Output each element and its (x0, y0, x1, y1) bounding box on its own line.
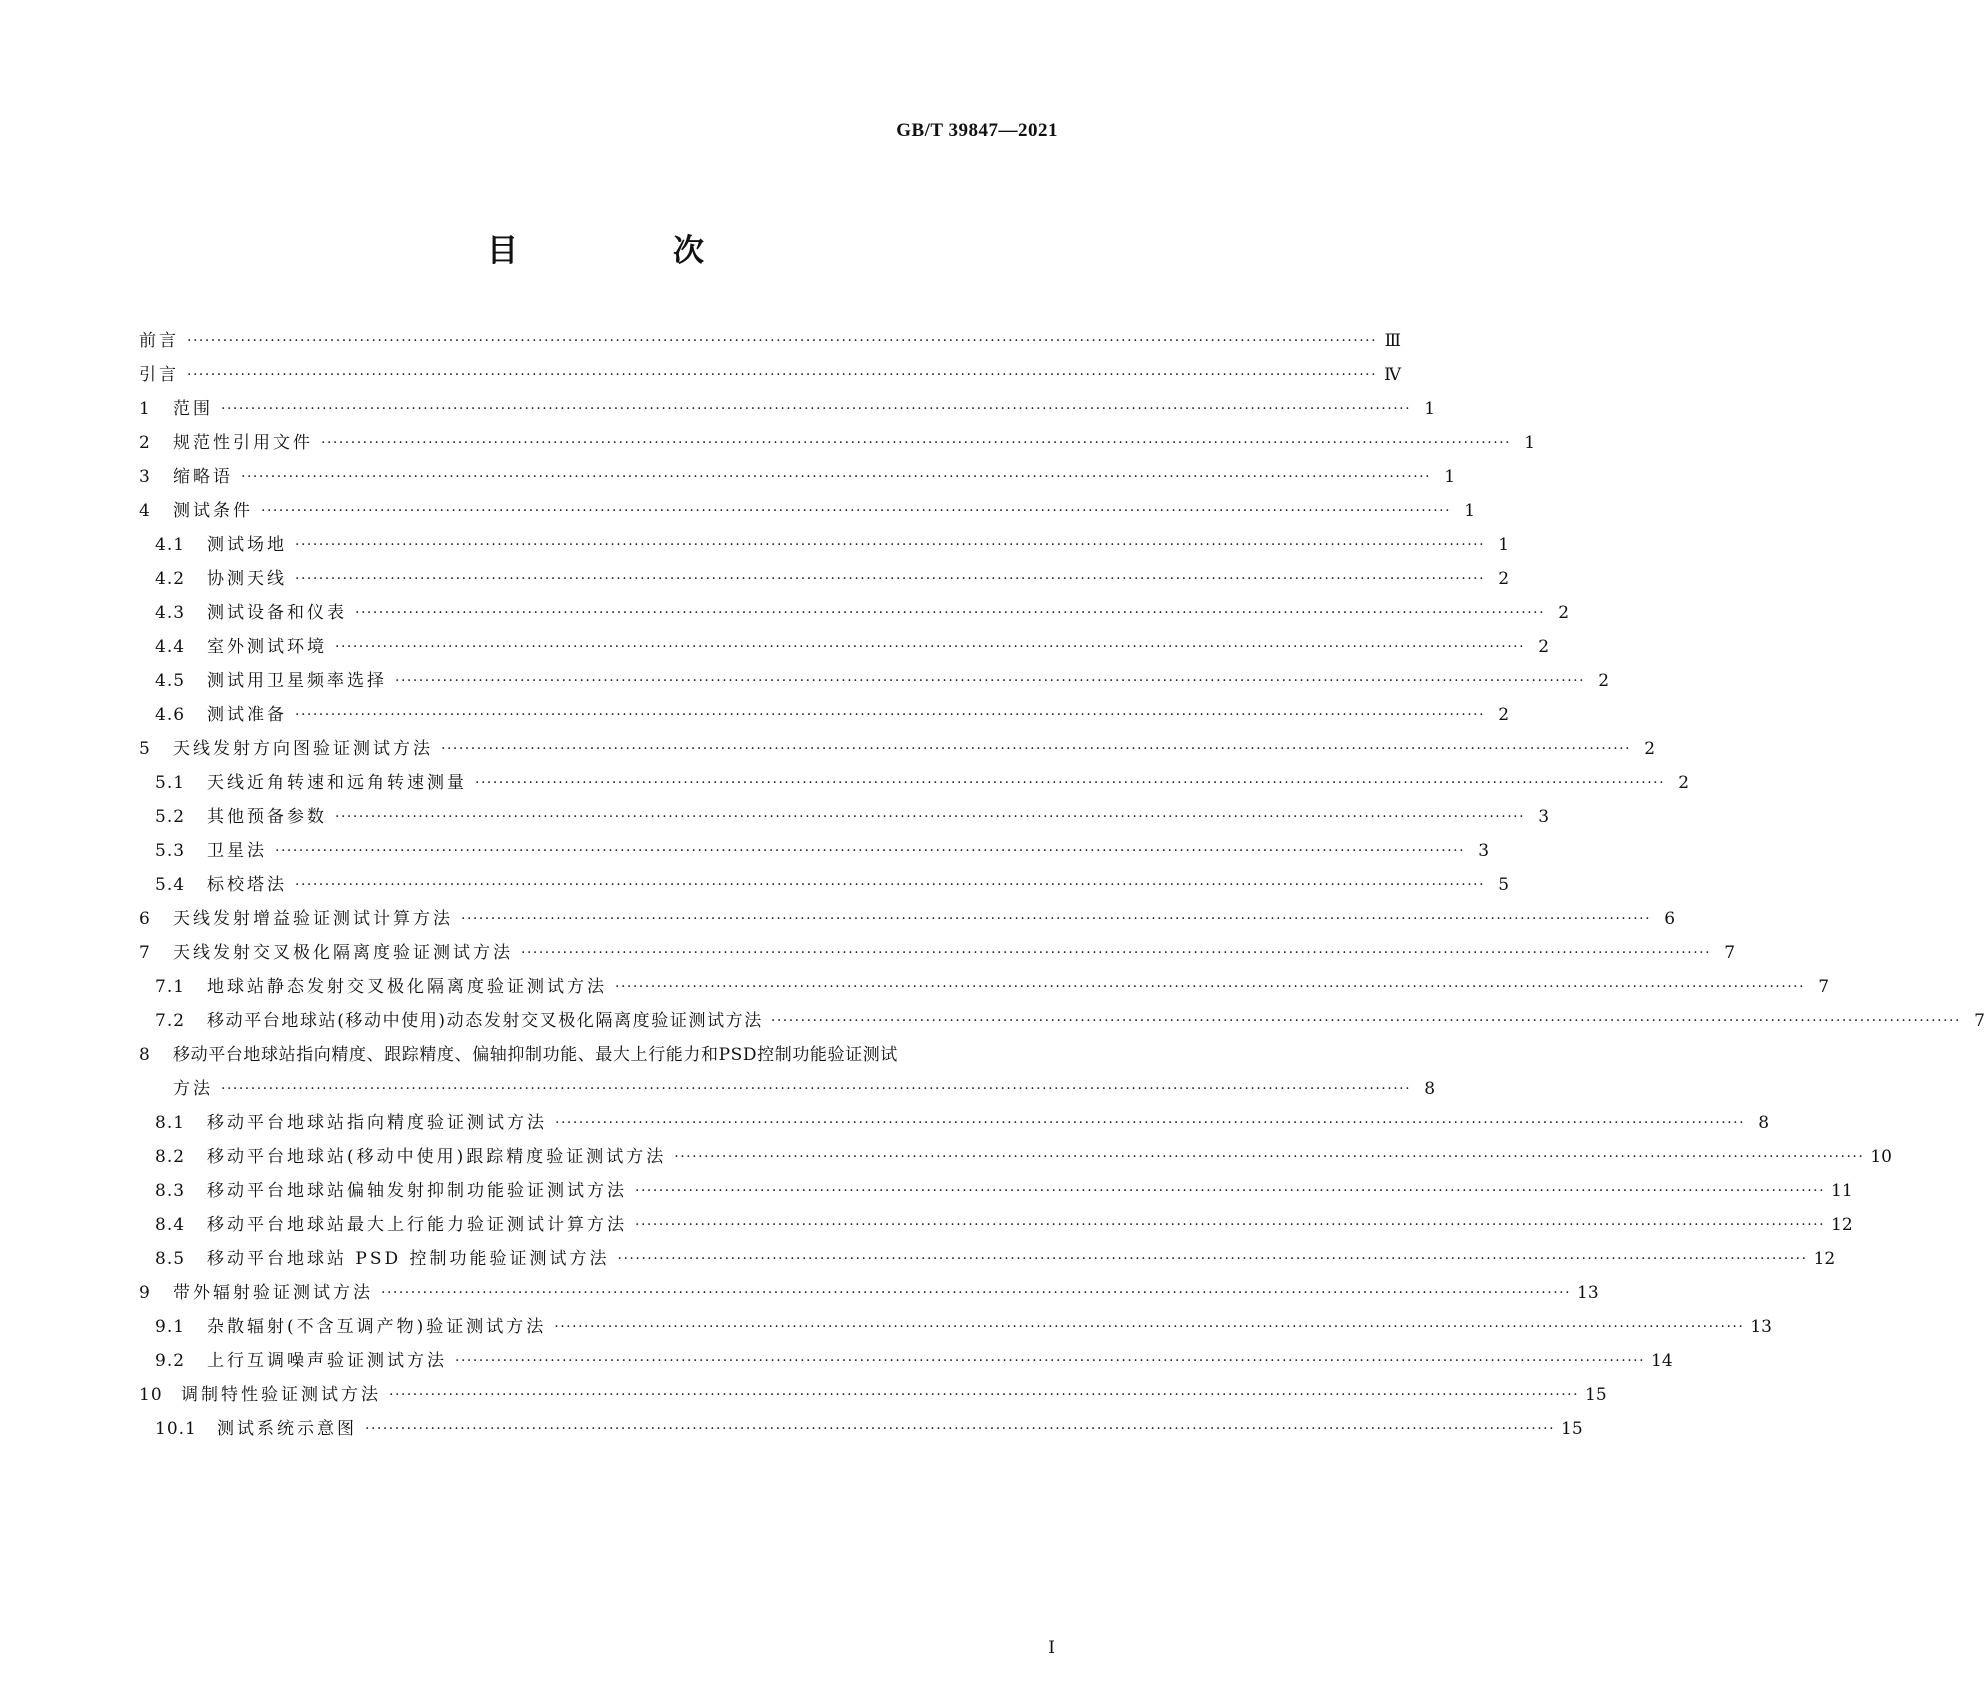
toc-entry-page: 2 (1538, 637, 1550, 657)
toc-entry-page: 2 (1558, 603, 1570, 623)
toc-entry-number: 5 (139, 739, 151, 759)
toc-entry-page: 2 (1598, 671, 1610, 691)
toc-entry-label: 测试条件 (173, 501, 253, 521)
toc-entry-page: 3 (1478, 841, 1490, 861)
toc-entry[interactable] (139, 596, 1570, 624)
toc-entry-label: 测试系统示意图 (217, 1419, 357, 1439)
toc-entry-label: 天线发射交叉极化隔离度验证测试方法 (173, 943, 513, 963)
toc-entry-page: 1 (1424, 399, 1436, 419)
toc-entry-number: 4.3 (155, 603, 186, 623)
toc-entry-page: 2 (1644, 739, 1656, 759)
toc-entry-label: 卫星法 (207, 841, 267, 861)
toc-leader: ········································································································································································································ (389, 1387, 1580, 1403)
toc-entry[interactable] (139, 1106, 1770, 1134)
toc-entry-label: 协测天线 (207, 569, 287, 589)
toc-entry-label: 移动平台地球站(移动中使用)动态发射交叉极化隔离度验证测试方法 (207, 1011, 763, 1031)
toc-entry-page: 12 (1813, 1249, 1836, 1269)
toc-entry[interactable] (139, 426, 1536, 454)
toc-entry-number: 5.3 (155, 841, 186, 861)
toc-entry-number: 6 (139, 909, 151, 929)
toc-entry-label: 调制特性验证测试方法 (181, 1385, 381, 1405)
toc-entry-page: 12 (1831, 1215, 1853, 1235)
toc-entry-page: 2 (1678, 773, 1690, 793)
toc-entry-number: 9 (139, 1283, 151, 1303)
toc-entry-label: 测试设备和仪表 (207, 603, 347, 623)
toc-entry[interactable] (139, 868, 1510, 896)
page-title: 目 次 (487, 233, 766, 269)
toc-entry-label: 地球站静态发射交叉极化隔离度验证测试方法 (207, 977, 607, 997)
toc-entry[interactable] (139, 1276, 1599, 1304)
toc-entry-page: 8 (1758, 1113, 1770, 1133)
toc-entry[interactable] (139, 324, 1402, 352)
toc-entry-label: 天线发射增益验证测试计算方法 (173, 909, 453, 929)
toc-entry[interactable] (139, 562, 1510, 590)
toc-entry[interactable] (139, 766, 1690, 794)
toc-entry-number: 7.1 (155, 977, 186, 997)
toc-entry-label: 移动平台地球站 PSD 控制功能验证测试方法 (207, 1249, 610, 1269)
toc-entry-label: 标校塔法 (207, 875, 287, 895)
toc-leader: ········································································································································································································ (635, 1183, 1826, 1199)
toc-entry-page: 3 (1538, 807, 1550, 827)
toc-entry-number: 9.1 (155, 1317, 186, 1337)
toc-leader: ········································································································································································································ (335, 639, 1526, 655)
toc-entry-label: 移动平台地球站(移动中使用)跟踪精度验证测试方法 (207, 1147, 667, 1167)
toc-entry-page: 1 (1444, 467, 1456, 487)
toc-leader: ········································································································································································································ (395, 673, 1586, 689)
toc-entry-label: 天线近角转速和远角转速测量 (207, 773, 467, 793)
toc-entry-label: 测试用卫星频率选择 (207, 671, 387, 691)
toc-entry-number: 8.1 (155, 1113, 186, 1133)
toc-entry[interactable] (139, 1004, 1985, 1032)
toc-leader: ········································································································································································································ (295, 707, 1486, 723)
toc-leader: ········································································································································································································ (441, 741, 1632, 757)
toc-entry[interactable] (139, 1344, 1673, 1372)
toc-entry-page: 7 (1724, 943, 1736, 963)
toc-entry[interactable] (139, 1310, 1772, 1338)
toc-entry-label: 移动平台地球站指向精度、跟踪精度、偏轴抑制功能、最大上行能力和PSD控制功能验证测试 (173, 1045, 898, 1065)
toc-entry-label: 引言 (139, 365, 179, 385)
toc-leader: ········································································································································································································ (221, 401, 1412, 417)
toc-entry-label: 其他预备参数 (207, 807, 327, 827)
toc-leader: ········································································································································································································ (674, 1149, 1865, 1165)
toc-entry-number: 4.5 (155, 671, 186, 691)
toc-leader: ········································································································································································································ (275, 843, 1466, 859)
toc-entry[interactable] (139, 528, 1510, 556)
toc-entry-label: 天线发射方向图验证测试方法 (173, 739, 433, 759)
toc-entry-label: 缩略语 (173, 467, 233, 487)
toc-entry-number: 5.4 (155, 875, 186, 895)
toc-entry[interactable] (139, 970, 1830, 998)
toc-entry-page: 7 (1974, 1011, 1985, 1031)
standard-code: GB/T 39847—2021 (896, 120, 1058, 141)
toc-leader: ········································································································································································································ (295, 877, 1486, 893)
toc-leader: ········································································································································································································ (365, 1421, 1556, 1437)
toc-entry-label: 移动平台地球站指向精度验证测试方法 (207, 1113, 547, 1133)
toc-leader: ········································································································································································································ (521, 945, 1712, 961)
toc-entry[interactable] (139, 460, 1456, 488)
toc-entry[interactable] (139, 1174, 1853, 1202)
toc-entry-page: 14 (1651, 1351, 1673, 1371)
toc-leader: ········································································································································································································ (187, 367, 1378, 383)
toc-leader: ········································································································································································································ (355, 605, 1546, 621)
toc-leader: ········································································································································································································ (335, 809, 1526, 825)
toc-entry-page: 10 (1870, 1147, 1892, 1167)
toc-entry[interactable] (139, 1242, 1836, 1270)
toc-entry-number: 7 (139, 943, 151, 963)
toc-entry-page: 6 (1664, 909, 1676, 929)
toc-entry-number: 2 (139, 433, 151, 453)
toc-leader: ········································································································································································································ (187, 333, 1378, 349)
toc-entry[interactable] (139, 664, 1610, 692)
toc-entry-number: 10.1 (155, 1419, 197, 1439)
toc-entry-page: 13 (1750, 1317, 1772, 1337)
toc-entry-label-continued: 方法 (173, 1079, 213, 1099)
toc-entry-label: 移动平台地球站最大上行能力验证测试计算方法 (207, 1215, 627, 1235)
toc-leader: ········································································································································································································ (321, 435, 1512, 451)
toc-entry[interactable] (139, 800, 1550, 828)
toc-entry-label: 测试场地 (207, 535, 287, 555)
toc-leader: ········································································································································································································ (381, 1285, 1572, 1301)
toc-entry-number: 8.5 (155, 1249, 186, 1269)
toc-leader: ········································································································································································································ (295, 537, 1486, 553)
toc-entry-number: 8 (139, 1045, 151, 1065)
toc-entry-page: 8 (1424, 1079, 1436, 1099)
toc-entry-page: 11 (1831, 1181, 1853, 1201)
toc-entry-number: 4.6 (155, 705, 186, 725)
toc-entry-page: 2 (1498, 705, 1510, 725)
toc-leader: ········································································································································································································ (295, 571, 1486, 587)
toc-entry[interactable] (139, 494, 1476, 522)
toc-entry-page: 5 (1498, 875, 1510, 895)
toc-entry-number: 10 (139, 1385, 163, 1405)
toc-entry[interactable] (139, 358, 1402, 386)
toc-entry-label: 测试准备 (207, 705, 287, 725)
toc-leader: ········································································································································································································ (770, 1013, 1961, 1029)
toc-leader: ········································································································································································································ (241, 469, 1432, 485)
toc-entry-number: 8.4 (155, 1215, 186, 1235)
toc-entry-number: 8.3 (155, 1181, 186, 1201)
toc-entry[interactable] (139, 1208, 1853, 1236)
toc-entry-number: 4.2 (155, 569, 186, 589)
toc-leader: ········································································································································································································ (475, 775, 1666, 791)
toc-entry-page: 15 (1561, 1419, 1583, 1439)
toc-entry-page: 1 (1464, 501, 1476, 521)
toc-entry-multiline[interactable] (139, 1038, 898, 1066)
toc-leader: ········································································································································································································ (635, 1217, 1826, 1233)
toc-entry[interactable] (139, 630, 1550, 658)
toc-entry-number: 4 (139, 501, 151, 521)
footer-page-number: I (1048, 1638, 1055, 1658)
toc-leader: ········································································································································································································ (461, 911, 1652, 927)
toc-leader: ········································································································································································································ (221, 1081, 1412, 1097)
toc-entry-page: 13 (1577, 1283, 1599, 1303)
toc-entry-page: 7 (1818, 977, 1830, 997)
toc-entry[interactable] (139, 732, 1656, 760)
toc-entry-page: 15 (1585, 1385, 1607, 1405)
toc-entry-page: Ⅳ (1384, 365, 1402, 385)
toc-entry[interactable] (139, 1378, 1607, 1406)
toc-entry-number: 7.2 (155, 1011, 186, 1031)
toc-entry-continuation[interactable] (139, 1072, 1436, 1100)
toc-entry-page: Ⅲ (1384, 331, 1402, 351)
toc-entry-page: 1 (1524, 433, 1536, 453)
toc-entry-number: 4.4 (155, 637, 186, 657)
toc-entry[interactable] (139, 936, 1736, 964)
toc-entry[interactable] (139, 392, 1436, 420)
toc-entry[interactable] (139, 1140, 1892, 1168)
toc-entry-label: 移动平台地球站偏轴发射抑制功能验证测试方法 (207, 1181, 627, 1201)
toc-entry-label: 范围 (173, 399, 213, 419)
toc-entry[interactable] (139, 834, 1490, 862)
toc-entry-label: 上行互调噪声验证测试方法 (207, 1351, 447, 1371)
toc-entry-label: 规范性引用文件 (173, 433, 313, 453)
toc-entry-page: 2 (1498, 569, 1510, 589)
toc-entry-number: 9.2 (155, 1351, 186, 1371)
toc-entry-number: 5.1 (155, 773, 186, 793)
toc-entry-label: 杂散辐射(不含互调产物)验证测试方法 (207, 1317, 547, 1337)
toc-entry[interactable] (139, 902, 1676, 930)
toc-entry[interactable] (139, 698, 1510, 726)
toc-entry-number: 4.1 (155, 535, 186, 555)
toc-entry-number: 3 (139, 467, 151, 487)
toc-entry-number: 5.2 (155, 807, 186, 827)
toc-leader: ········································································································································································································ (261, 503, 1452, 519)
toc-entry-number: 8.2 (155, 1147, 186, 1167)
toc-entry-label: 室外测试环境 (207, 637, 327, 657)
toc-leader: ········································································································································································································ (455, 1353, 1646, 1369)
toc-leader: ········································································································································································································ (554, 1319, 1745, 1335)
toc-entry-label: 前言 (139, 331, 179, 351)
toc-entry-page: 1 (1498, 535, 1510, 555)
toc-leader: ········································································································································································································ (615, 979, 1806, 995)
toc-leader: ········································································································································································································ (555, 1115, 1746, 1131)
toc-entry[interactable] (139, 1412, 1583, 1440)
toc-leader: ········································································································································································································ (617, 1251, 1808, 1267)
toc-entry-number: 1 (139, 399, 151, 419)
toc-entry-label: 带外辐射验证测试方法 (173, 1283, 373, 1303)
